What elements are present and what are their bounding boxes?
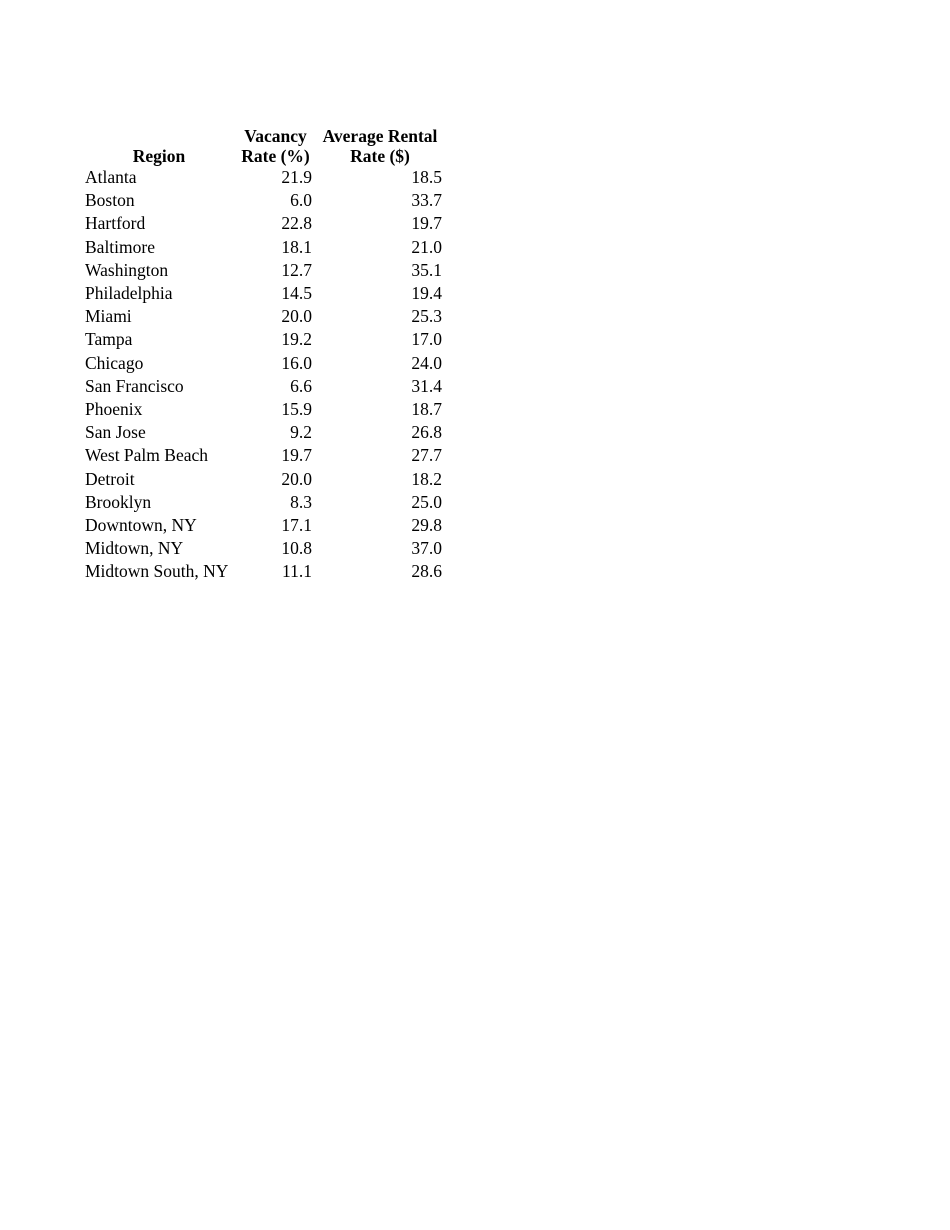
table-row (82, 236, 445, 259)
vacancy-rate-cell: 8.3 (290, 491, 312, 512)
rental-rate-cell: 25.3 (411, 306, 442, 327)
region-cell: San Francisco (85, 375, 184, 396)
table-row (82, 282, 445, 305)
region-cell: Philadelphia (85, 283, 173, 304)
rental-rate-cell: 17.0 (411, 329, 442, 350)
vacancy-rate-cell: 22.8 (281, 213, 312, 234)
table-row (82, 537, 445, 560)
region-cell: Miami (85, 306, 132, 327)
table-row (82, 305, 445, 328)
region-cell: Phoenix (85, 399, 143, 420)
vacancy-rate-cell: 19.2 (281, 329, 312, 350)
rental-rate-cell: 24.0 (411, 352, 442, 373)
vacancy-rate-cell: 21.9 (281, 167, 312, 187)
region-cell: Detroit (85, 468, 135, 489)
header-vacancy-line-2: Rate (%) (241, 146, 310, 166)
rental-rate-cell: 37.0 (411, 538, 442, 559)
vacancy-rate-cell: 10.8 (281, 538, 312, 559)
vacancy-rate-cell: 14.5 (281, 283, 312, 304)
header-vacancy-rate (236, 124, 315, 166)
rental-rate-cell: 26.8 (411, 422, 442, 443)
header-vacancy-line-1: Vacancy (244, 126, 307, 146)
table-row (82, 514, 445, 537)
table-row (82, 421, 445, 444)
region-cell: West Palm Beach (85, 445, 209, 466)
vacancy-rate-cell: 16.0 (281, 352, 312, 373)
vacancy-rate-cell: 12.7 (281, 259, 312, 280)
region-cell: Boston (85, 190, 135, 211)
region-cell: Chicago (85, 352, 144, 373)
table-body (82, 166, 445, 584)
table-row (82, 212, 445, 235)
region-cell: Midtown, NY (85, 538, 184, 559)
header-region-line-1: Region (132, 146, 186, 166)
table-row (82, 352, 445, 375)
region-cell: Midtown South, NY (85, 561, 229, 582)
vacancy-rate-cell: 9.2 (290, 422, 312, 443)
header-row (82, 124, 445, 166)
data-table (82, 124, 445, 584)
region-cell: Atlanta (85, 167, 137, 187)
region-cell: Baltimore (85, 236, 155, 257)
rental-rate-cell: 18.2 (411, 468, 442, 489)
rental-rate-cell: 31.4 (411, 375, 442, 396)
rental-rate-cell: 18.5 (411, 167, 442, 187)
vacancy-rate-cell: 20.0 (281, 468, 312, 489)
vacancy-rate-cell: 20.0 (281, 306, 312, 327)
header-rental-line-1: Average Rental (322, 126, 438, 146)
rental-rate-cell: 19.7 (411, 213, 442, 234)
table-row (82, 259, 445, 282)
table-row (82, 166, 445, 189)
table-row (82, 398, 445, 421)
rental-rate-cell: 18.7 (411, 399, 442, 420)
header-rental-line-2: Rate ($) (350, 146, 410, 166)
spreadsheet-area (82, 124, 445, 584)
region-cell: San Jose (85, 422, 146, 443)
vacancy-rate-cell: 6.0 (290, 190, 312, 211)
region-cell: Hartford (85, 213, 146, 234)
vacancy-rate-cell: 18.1 (281, 236, 312, 257)
region-cell: Tampa (85, 329, 133, 350)
rental-rate-cell: 35.1 (411, 259, 442, 280)
table-row (82, 468, 445, 491)
rental-rate-cell: 27.7 (411, 445, 442, 466)
vacancy-rate-cell: 15.9 (281, 399, 312, 420)
vacancy-rate-cell: 6.6 (290, 375, 312, 396)
region-cell: Washington (85, 259, 169, 280)
rental-rate-cell: 28.6 (411, 561, 442, 582)
table-row (82, 491, 445, 514)
table-row (82, 444, 445, 467)
table-row (82, 328, 445, 351)
vacancy-rate-cell: 11.1 (282, 561, 312, 582)
table-header (82, 124, 445, 166)
rental-rate-cell: 33.7 (411, 190, 442, 211)
header-region (82, 124, 236, 166)
rental-rate-cell: 29.8 (411, 515, 442, 536)
table-row (82, 560, 445, 583)
rental-rate-cell: 21.0 (411, 236, 442, 257)
region-cell: Downtown, NY (85, 515, 197, 536)
vacancy-rate-cell: 17.1 (281, 515, 312, 536)
rental-rate-cell: 19.4 (411, 283, 442, 304)
rental-rate-cell: 25.0 (411, 491, 442, 512)
table-row (82, 189, 445, 212)
region-cell: Brooklyn (85, 491, 152, 512)
vacancy-rate-cell: 19.7 (281, 445, 312, 466)
table-row (82, 375, 445, 398)
header-rental-rate (315, 124, 445, 166)
